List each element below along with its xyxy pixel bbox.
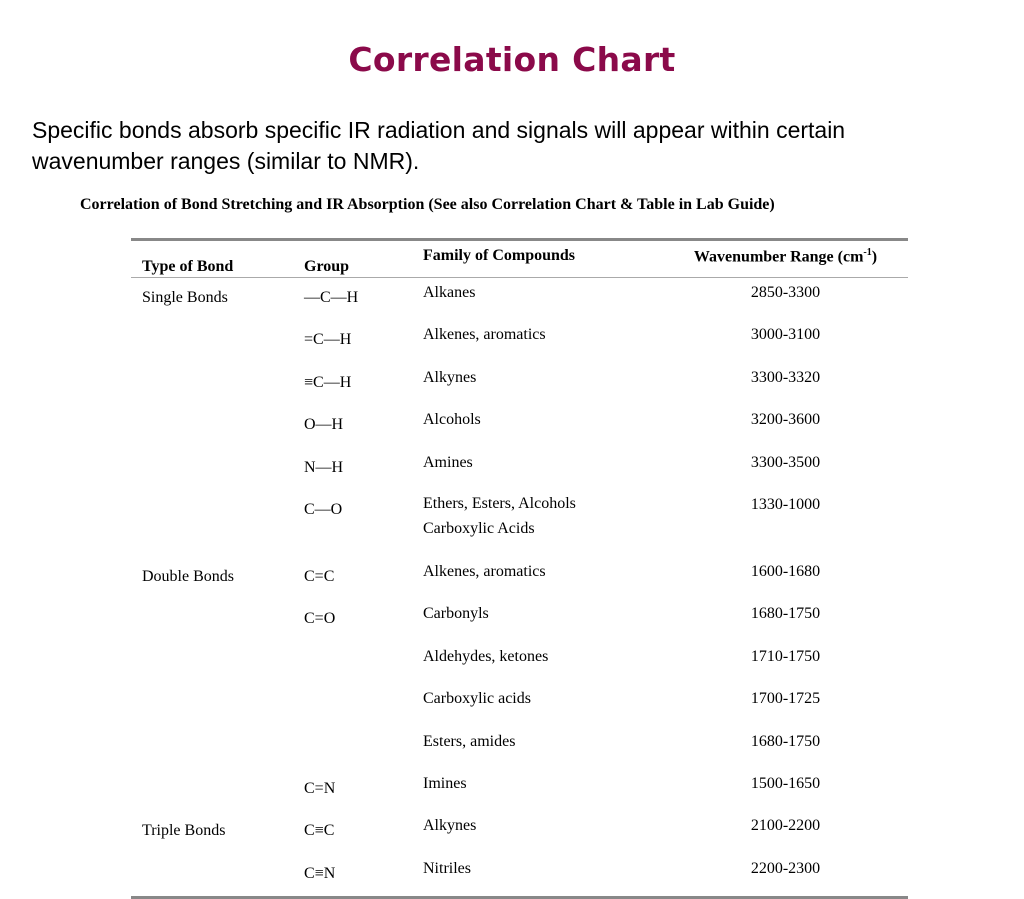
header-family: Family of Compounds — [412, 240, 663, 278]
table-row — [131, 448, 908, 490]
table-row — [131, 599, 908, 641]
cell-family: Imines — [423, 774, 467, 792]
header-range-close: ) — [871, 248, 878, 266]
cell-family: Alkenes, aromatics — [423, 562, 546, 580]
table-row — [131, 320, 908, 362]
cell-type: Single Bonds — [142, 289, 228, 306]
cell-range: 1600-1680 — [750, 562, 821, 580]
cell-range: 3300-3500 — [750, 453, 821, 471]
cell-family: Nitriles — [423, 859, 471, 877]
cell-type — [131, 727, 294, 769]
cell-family: Carboxylic acids — [423, 690, 531, 708]
cell-type — [131, 684, 294, 726]
header-wavenumber-range — [663, 240, 908, 278]
header-type-of-bond: Type of Bond — [131, 240, 294, 278]
intro-text: Specific bonds absorb specific IR radiation and signals will appear within certain wavenumber ranges (similar to NMR). — [32, 117, 846, 174]
cell-type — [131, 320, 294, 362]
cell-type — [131, 599, 294, 641]
cell-family: Alkenes, aromatics — [423, 326, 546, 344]
table-row — [131, 769, 908, 811]
header-range-text: Wavenumber Range (cm — [693, 248, 864, 266]
cell-group — [294, 642, 412, 684]
table-row — [131, 405, 908, 447]
cell-group: C=N — [304, 779, 336, 797]
cell-range: 1700-1725 — [750, 690, 821, 708]
cell-group: O—H — [304, 416, 344, 434]
cell-range: 1330-1000 — [750, 495, 821, 513]
cell-group: N—H — [304, 458, 344, 476]
cell-type — [131, 769, 294, 811]
cell-range: 2200-2300 — [750, 859, 821, 877]
cell-group — [294, 727, 412, 769]
cell-group: C=C — [304, 567, 335, 585]
cell-group: =C—H — [304, 331, 352, 349]
cell-family: Esters, amides — [423, 732, 516, 750]
table-header-row — [131, 240, 908, 278]
cell-type: Triple Bonds — [142, 822, 226, 840]
table-row — [131, 811, 908, 853]
cell-range: 2100-2200 — [750, 817, 821, 835]
cell-family-line-1: Ethers, Esters, Alcohols — [423, 494, 576, 512]
cell-group: C≡N — [304, 864, 336, 882]
cell-family — [412, 490, 663, 557]
cell-family: Aldehydes, ketones — [423, 647, 549, 665]
cell-type — [131, 448, 294, 490]
header-group: Group — [294, 240, 412, 278]
cell-type — [131, 854, 294, 898]
cell-family: Amines — [423, 453, 473, 471]
table-row — [131, 363, 908, 405]
cell-group: C—O — [304, 500, 343, 518]
cell-family: Alkynes — [423, 368, 477, 386]
cell-family: Carbonyls — [423, 605, 489, 623]
cell-type — [131, 405, 294, 447]
cell-type — [131, 642, 294, 684]
cell-range: 1680-1750 — [750, 732, 821, 750]
cell-range: 1500-1650 — [750, 774, 821, 792]
cell-family: Alkynes — [423, 817, 477, 835]
cell-family: Alcohols — [423, 411, 481, 429]
cell-group: C=O — [304, 610, 336, 628]
table-row — [131, 642, 908, 684]
cell-group: —C—H — [304, 289, 359, 306]
cell-range: 1710-1750 — [750, 647, 821, 665]
table-row — [131, 490, 908, 557]
table-row — [131, 278, 908, 321]
cell-type: Double Bonds — [142, 567, 234, 585]
cell-range: 3200-3600 — [750, 411, 821, 429]
correlation-table — [131, 238, 908, 899]
header-range-superscript: -1 — [863, 247, 872, 258]
cell-range: 3300-3320 — [750, 368, 821, 386]
table-row — [131, 727, 908, 769]
cell-range: 3000-3100 — [750, 326, 821, 344]
cell-family-line-2: Carboxylic Acids — [423, 519, 535, 537]
cell-group: ≡C—H — [304, 373, 352, 391]
cell-group — [294, 684, 412, 726]
cell-range: 1680-1750 — [750, 605, 821, 623]
table-caption: Correlation of Bond Stretching and IR Absorption (See also Correlation Chart & Table in Lab Guide) — [80, 196, 775, 213]
table-row — [131, 854, 908, 898]
cell-range: 2850-3300 — [750, 284, 821, 301]
page-title: Correlation Chart — [348, 40, 676, 79]
table-row — [131, 684, 908, 726]
table-row — [131, 557, 908, 599]
cell-family: Alkanes — [423, 284, 476, 301]
cell-type — [131, 490, 294, 557]
cell-type — [131, 363, 294, 405]
cell-group: C≡C — [304, 822, 335, 840]
